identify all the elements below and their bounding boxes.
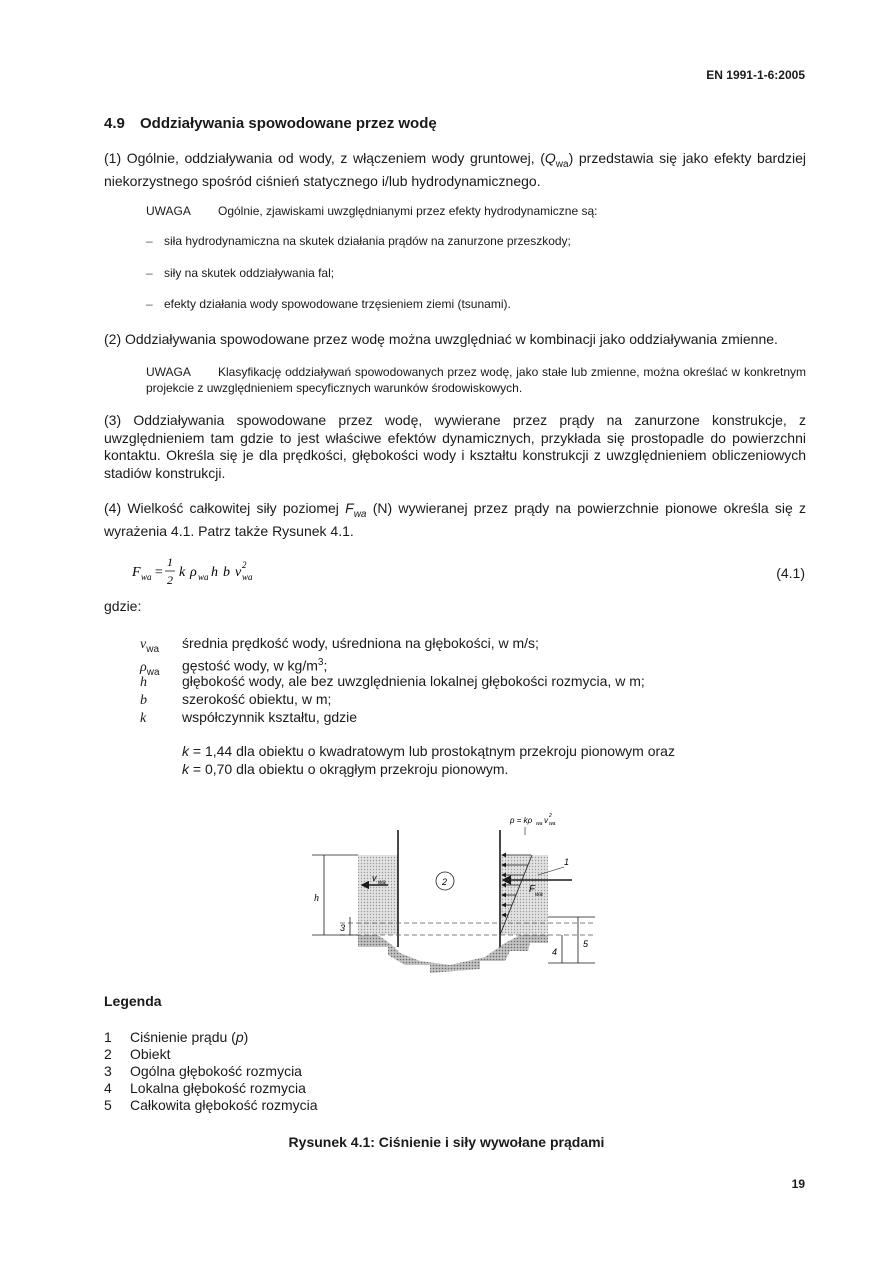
symbol-desc: współczynnik kształtu, gdzie	[182, 709, 358, 725]
section-title: Oddziaływania spowodowane przez wodę	[140, 115, 437, 132]
legend-item	[104, 1029, 248, 1046]
k-symbol: k	[182, 761, 189, 777]
symbol-row	[140, 709, 357, 727]
formula-v-sub: wa	[242, 572, 253, 582]
legend-text: Ogólna głębokość rozmycia	[130, 1063, 302, 1079]
legend-item	[104, 1046, 170, 1063]
p1-symbol-q: Q	[544, 150, 556, 166]
note-1	[146, 203, 806, 219]
symbol-sub: wa	[146, 666, 160, 678]
legend-number: 2	[104, 1046, 112, 1062]
symbol-desc-sup: 3	[317, 657, 324, 668]
note-1-item: – efekty działania wody spowodowane trzęsieniem ziemi (tsunami).	[146, 297, 511, 311]
legend-number: 3	[104, 1063, 112, 1079]
legend-text: Obiekt	[130, 1046, 171, 1062]
velocity-sub: wa	[378, 880, 386, 886]
formula-rho: ρ	[190, 565, 197, 580]
pressure-formula-sub: wa	[536, 821, 543, 827]
legend-number: 5	[104, 1097, 112, 1113]
formula-v-sup: 2	[242, 560, 247, 570]
formula-v: v	[235, 565, 242, 580]
pressure-formula-v: v	[544, 816, 548, 825]
formula-b: b	[223, 565, 230, 580]
legend-text: Ciśnienie prądu (	[130, 1029, 236, 1045]
note-1-label: UWAGA	[146, 204, 191, 218]
k-value-row	[182, 743, 675, 760]
section-number: 4.9	[104, 115, 125, 132]
formula-lhs-sub: wa	[141, 572, 152, 582]
symbol-desc: szerokość obiektu, w m;	[182, 691, 332, 707]
legend-number: 1	[104, 1029, 112, 1045]
p4-symbol-f-sub: wa	[353, 508, 367, 520]
callout-1: 1	[564, 857, 570, 867]
callout-5: 5	[583, 939, 589, 949]
legend-text: Całkowita głębokość rozmycia	[130, 1097, 318, 1113]
p1-text-a: (1) Ogólnie, oddziaływania od wody, z włączeniem wody gruntowej, (	[104, 150, 545, 166]
formula-number: (4.1)	[776, 565, 805, 581]
note-2	[146, 364, 806, 396]
paragraph-3: (3) Oddziaływania spowodowane przez wodę, wywierane przez prądy na zanurzone konstrukcje, z uwzględnieniem tam gdzie to jest właściwe efektów dynamicznych, przykłada się prostopadle do powierzchni kontaktu. Określa się je dla prędkości, głębokości wody i kształtu konstrukcji z uwzględnieniem obliczeniowych stadiów konstrukcji.	[104, 412, 806, 481]
figure-4-1	[300, 805, 610, 985]
figure-caption: Rysunek 4.1: Ciśnienie i siły wywołane prądami	[288, 1134, 605, 1150]
symbol-desc: średnia prędkość wody, uśredniona na głębokości, w m/s;	[182, 635, 539, 651]
note-1-item-text: siła hydrodynamiczna na skutek działania prądów na zanurzone przeszkody;	[164, 234, 571, 248]
symbol: k	[140, 711, 147, 726]
formula-lhs: F	[132, 565, 141, 580]
formula-4-1	[130, 552, 270, 592]
legend-item	[104, 1063, 302, 1080]
scour-ground	[358, 935, 548, 973]
force-label: F	[529, 884, 536, 895]
note-1-item-text: efekty działania wody spowodowane trzęsieniem ziemi (tsunami).	[164, 297, 511, 311]
symbol: b	[140, 693, 147, 708]
legend-number: 4	[104, 1080, 112, 1096]
symbol-desc: głębokość wody, ale bez uwzględnienia lokalnej głębokości rozmycia, w m;	[182, 673, 645, 689]
where-label: gdzie:	[104, 598, 142, 614]
k-value-text: = 1,44 dla obiektu o kwadratowym lub prostokątnym przekroju pionowym oraz	[189, 743, 675, 759]
formula-svg	[130, 552, 270, 592]
legend-title: Legenda	[104, 993, 162, 1009]
p4-text-a: (4) Wielkość całkowitej siły poziomej	[104, 500, 346, 516]
formula-rho-sub: wa	[198, 572, 209, 582]
legend-item	[104, 1080, 306, 1097]
k-symbol: k	[182, 743, 189, 759]
legend-item	[104, 1097, 318, 1114]
note-1-text: Ogólnie, zjawiskami uwzględnianymi przez efekty hydrodynamiczne są:	[218, 204, 598, 218]
formula-h: h	[211, 565, 218, 580]
pressure-formula-sup: 2	[549, 813, 552, 819]
note-1-item: – siła hydrodynamiczna na skutek działania prądów na zanurzone przeszkody;	[146, 234, 571, 248]
paragraph-1	[104, 150, 806, 191]
symbol-desc: gęstość wody, w kg/m	[182, 657, 318, 674]
k-value-row	[182, 761, 508, 778]
note-2-label: UWAGA	[146, 365, 191, 379]
note-2-text: Klasyfikację oddziaływań spowodowanych przez wodę, jako stałe lub zmienne, można określać w konkretnym projekcie z uwzględnieniem specyficznych warunków środowiskowych.	[146, 365, 806, 395]
legend-text-italic: p	[235, 1029, 244, 1045]
callout-4: 4	[552, 947, 558, 957]
pressure-formula: p = kρ	[510, 816, 533, 825]
h-label: h	[314, 893, 319, 904]
note-1-item-text: siły na skutek oddziaływania fal;	[164, 266, 335, 280]
formula-eq: =	[154, 565, 164, 580]
p4-text-b: (N) wywieranej przez prądy na powierzchnie pionowe określa się z wyrażenia 4.1. Patrz także Rysunek 4.1.	[104, 500, 806, 540]
symbol: v	[140, 637, 147, 652]
paragraph-4	[104, 500, 806, 541]
formula-den: 2	[167, 573, 173, 587]
force-sub: wa	[535, 892, 543, 898]
velocity-label: v	[372, 873, 377, 883]
symbol-row	[140, 691, 331, 709]
pressure-formula-vsub: wa	[549, 821, 556, 827]
section-heading	[104, 115, 437, 132]
note-1-item: – siły na skutek oddziaływania fal;	[146, 266, 335, 280]
symbol: h	[140, 675, 147, 690]
formula-k: k	[179, 565, 186, 580]
k-value-text: = 0,70 dla obiektu o okrągłym przekroju pionowym.	[189, 761, 509, 777]
p4-symbol-f: F	[345, 500, 354, 516]
legend-text-end: )	[243, 1029, 249, 1045]
p1-text-b: ) przedstawia się jako efekty bardziej niekorzystnego spośród ciśnień statycznego i/lub hydrodynamicznego.	[104, 150, 806, 190]
callout-3: 3	[340, 923, 346, 933]
symbol-row	[140, 673, 645, 691]
symbol-desc-end: ;	[323, 657, 328, 674]
paragraph-2: (2) Oddziaływania spowodowane przez wodę można uwzględniać w kombinacji jako oddziaływania zmienne.	[104, 331, 778, 347]
callout-2: 2	[442, 877, 448, 887]
legend-text: Lokalna głębokość rozmycia	[130, 1080, 306, 1096]
p1-symbol-q-sub: wa	[555, 158, 569, 170]
symbol-sub: wa	[146, 643, 160, 655]
page-number: 19	[791, 1177, 805, 1191]
formula-num: 1	[167, 555, 173, 569]
symbol: ρ	[140, 659, 147, 675]
standard-id: EN 1991-1-6:2005	[706, 68, 805, 82]
